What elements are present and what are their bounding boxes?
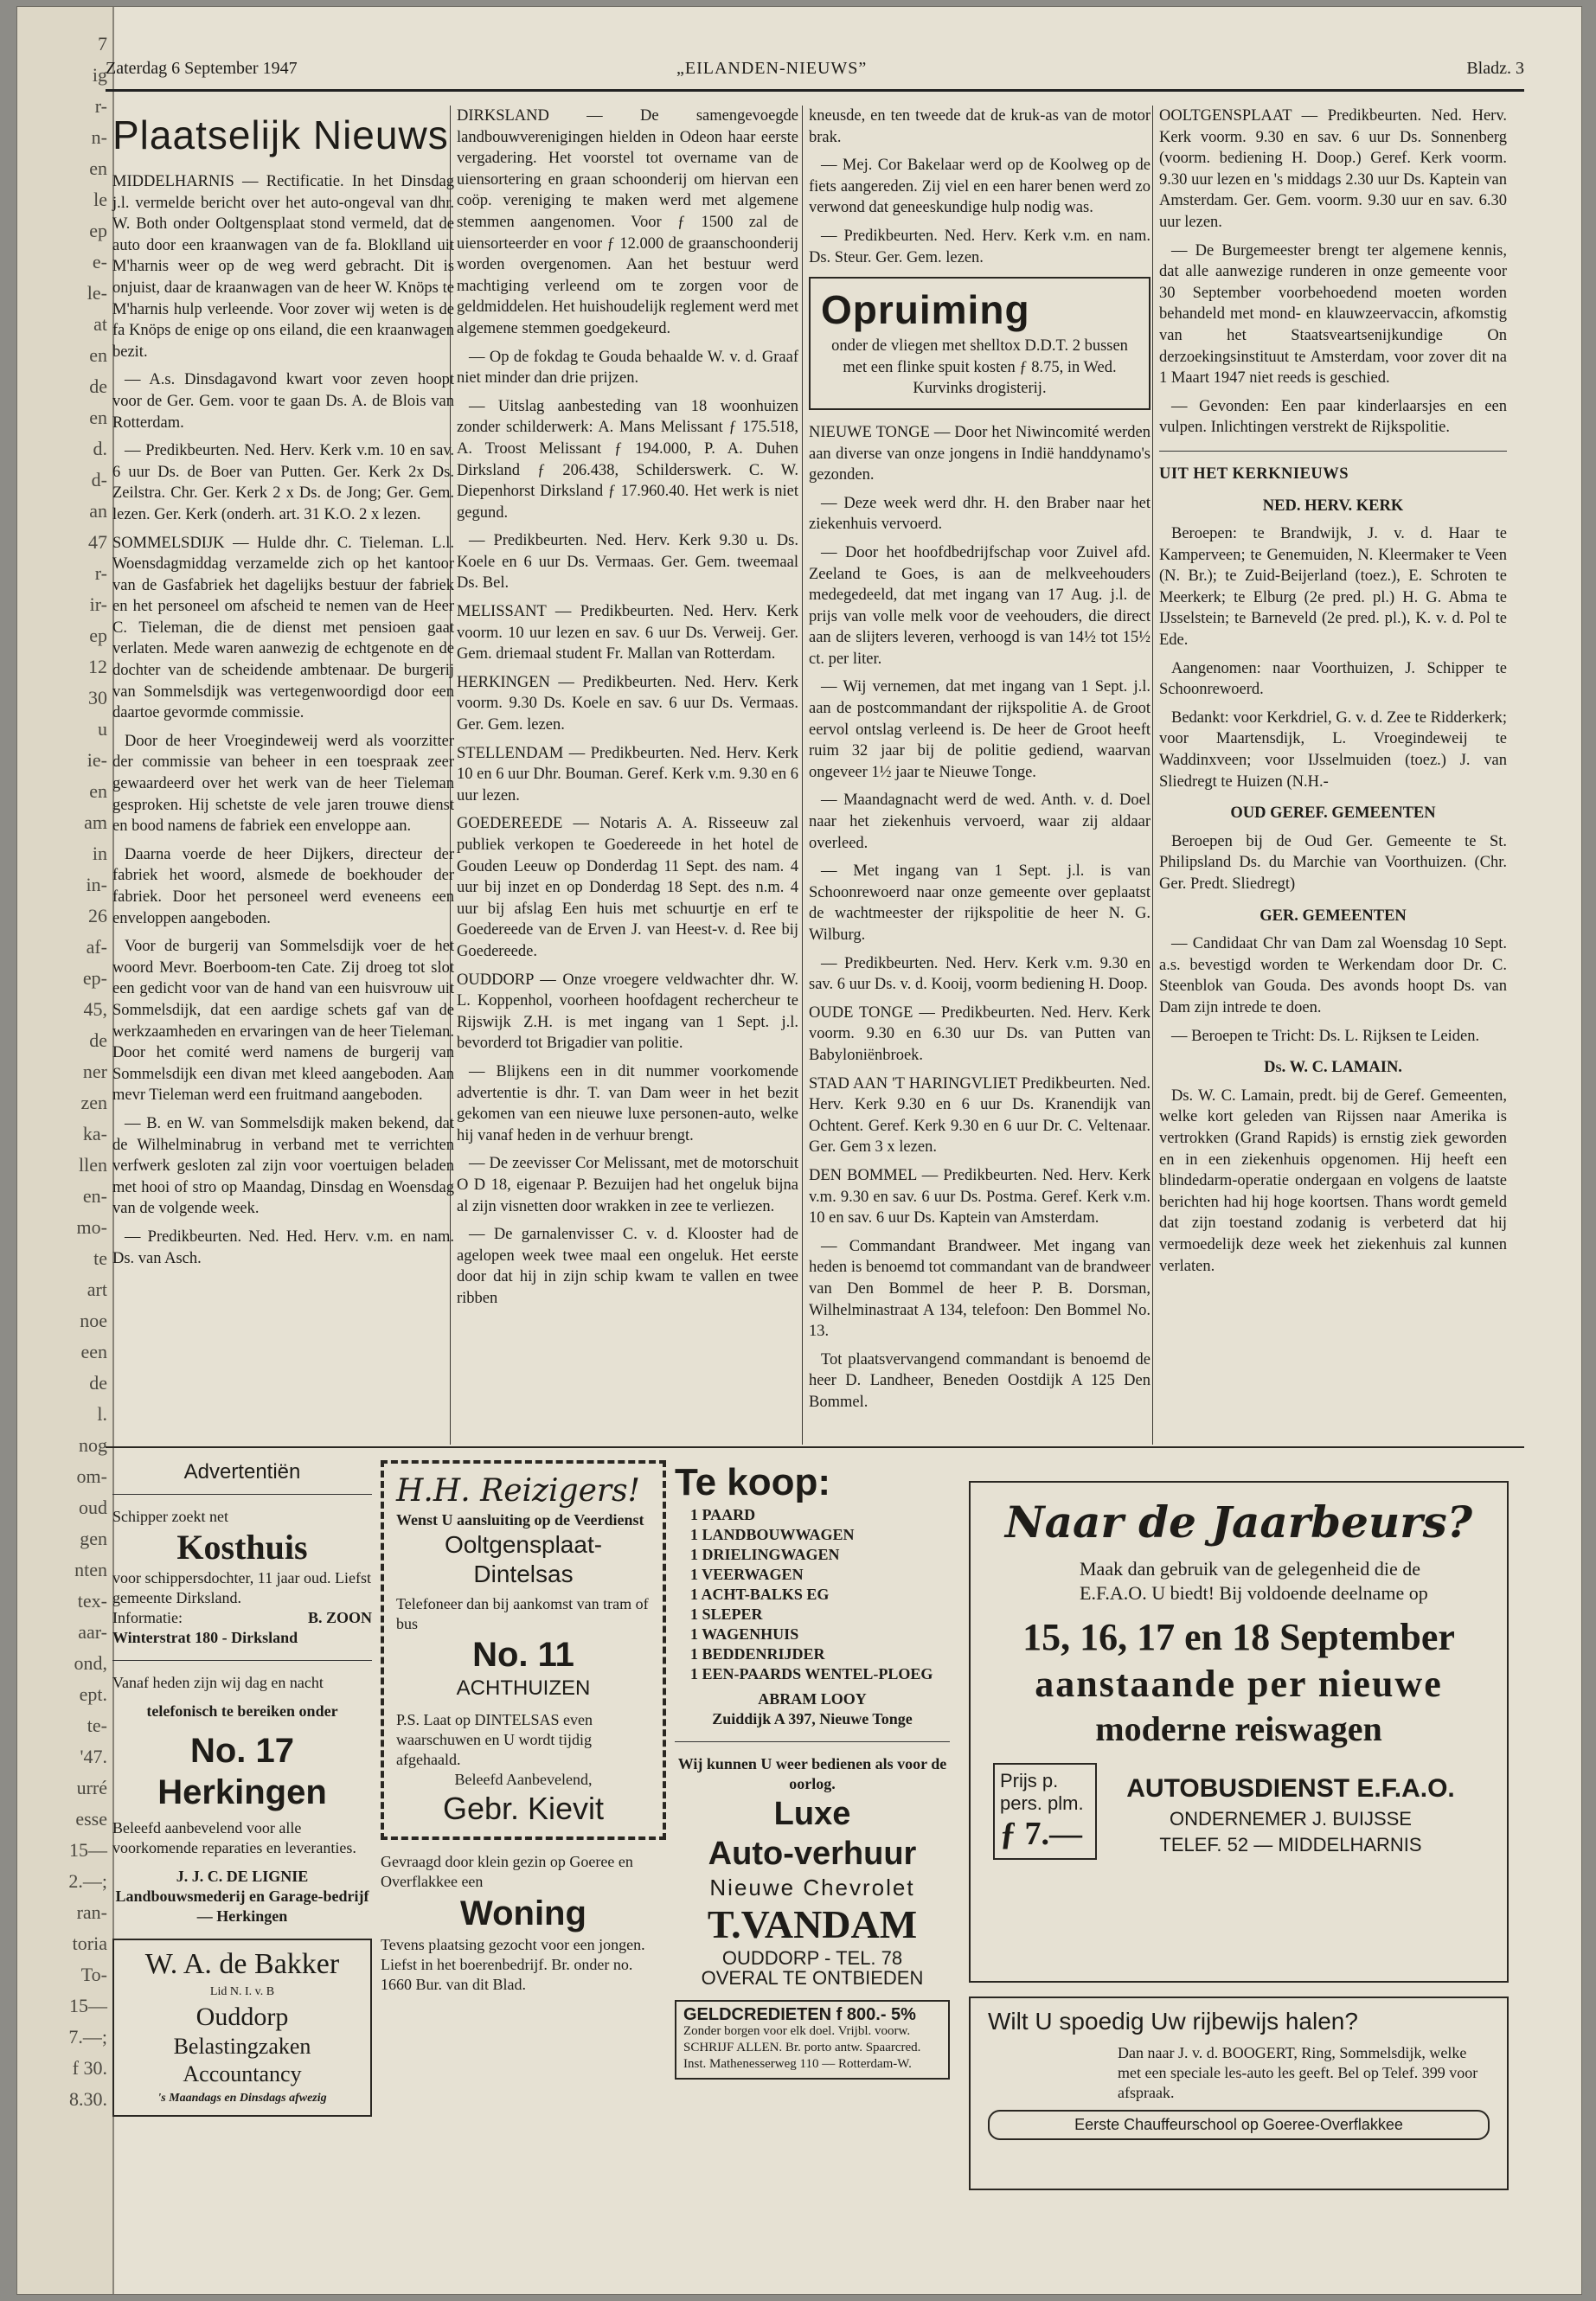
ad-text: ƒ 7.—: [1000, 1816, 1082, 1852]
prev-page-fragment: de: [89, 375, 107, 397]
prev-page-fragment: '47.: [80, 1746, 107, 1767]
article-stellendam: STELLENDAM — Predikbeurten. Ned. Herv. Kerk 10 en 6 uur Dhr. Bouman. Geref. Kerk v.m. 9.30 en 6 uur lezen.: [457, 744, 798, 804]
prev-page-fragment: an: [89, 500, 107, 522]
ad-list-item: 1 LANDBOUWWAGEN: [690, 1526, 855, 1543]
opruiming-text: onder de vliegen met shelltox D.D.T. 2 bussen met een flinke spuit kosten ƒ 8.75, in Wed. Kurvinks drogisterij.: [831, 337, 1128, 398]
article-den-bommel: DEN BOMMEL — Predikbeurten. Ned. Herv. Kerk v.m. 9.30 en sav. 6 uur Ds. Postma. Geref. Kerk v.m. 10 en sav. 6 uur Ds. Kaptein van Amsterdam.: [809, 1166, 1151, 1227]
column-divider: [1152, 106, 1153, 1445]
masthead-page: Bladz. 3: [1466, 59, 1524, 78]
article-paragraph: — Gevonden: Een paar kinderlaarsjes en een vulpen. Inlichtingen verstrekt de Rijkspolitie.: [1159, 397, 1507, 437]
prev-page-fragment: noe: [80, 1310, 107, 1331]
prev-page-fragment: 26: [88, 905, 107, 926]
article-paragraph: Aangenomen: naar Voorthuizen, J. Schipper te Schoonrewoerd.: [1159, 659, 1507, 699]
prev-page-fragment: ep: [89, 625, 107, 646]
separator: [112, 1494, 372, 1495]
prev-page-fragment: e-: [92, 251, 107, 272]
ad-list-item: 1 EEN-PAARDS WENTEL-PLOEG: [690, 1665, 933, 1682]
article-paragraph: — Predikbeurten. Ned. Herv. Kerk v.m. en nam. Ds. Steur. Ger. Gem. lezen.: [809, 227, 1151, 266]
prev-page-fragment: 15—: [69, 1839, 107, 1861]
prev-page-fragment: nten: [74, 1559, 107, 1580]
prev-page-fragment: r-: [94, 95, 107, 117]
article-herkingen: HERKINGEN — Predikbeurten. Ned. Herv. Kerk voorm. 9.30 Ds. Koele en sav. 6 uur Ds. Vermaas. Ger. Gem. lezen.: [457, 673, 798, 734]
ad-text: H.H. Reizigers!: [396, 1473, 641, 1509]
ad-woning: Woning: [460, 1894, 586, 1932]
prev-page-fragment: am: [84, 811, 107, 833]
masthead-paper: „EILANDEN-NIEUWS”: [676, 59, 868, 78]
article-paragraph: — De Burgemeester brengt ter algemene kennis, dat alle aanwezige runderen in onze gemeente voor 30 September voorbehoedend moeten worden behandeld met mond- en klauwzeervaccin, afkomstig van het Staatsveartsenijkundige On derzoekingsinstituut te Amsterdam, voor zover dit na 1 Maart 1947 niet reeds is geschied.: [1159, 241, 1507, 388]
ad-text: Belastingzaken: [173, 2034, 311, 2059]
prev-page-fragment: 12: [88, 656, 107, 677]
ad-text: 15, 16, 17 en 18 September: [1022, 1616, 1455, 1658]
prev-page-fragment: toria: [72, 1932, 107, 1954]
prev-page-fragment: gen: [80, 1528, 107, 1549]
article-melissant: MELISSANT — Predikbeurten. Ned. Herv. Kerk voorm. 10 uur lezen en sav. 6 uur Ds. Verweij. Ger. Gem. driemaal student Fr. Mallan van Rotterdam.: [457, 603, 798, 663]
prev-page-fragment: llen: [79, 1154, 107, 1176]
ad-list-item: 1 PAARD: [690, 1506, 756, 1523]
ad-text: OVERAL TE ONTBIEDEN: [701, 1967, 924, 1989]
ad-jaarbeurs-heading: Naar de Jaarbeurs?: [1004, 1497, 1473, 1548]
prev-page-fragment: ie-: [87, 749, 107, 771]
prev-page-fragment: en: [89, 780, 107, 802]
prev-page-fragment: een: [80, 1341, 107, 1362]
article-paragraph: — Candidaat Chr van Dam zal Woensdag 10 Sept. a.s. bevestigd worden te Werkendam door Dr. C. Steenblok van Gouda. Des avonds hoopt Ds. van Dam zijn intrede te doen.: [1159, 935, 1507, 1016]
ad-text: Eerste Chauffeurschool op Goeree-Overflakkee: [988, 2110, 1490, 2140]
article-paragraph: Voor de burgerij van Sommelsdijk voer de het woord Mevr. Boerboom-ten Cate. Zij droeg tot slot een gedicht voor van de hand van een huisvrouw uit Sommelsdijk, dat een aardige schets gaf van de werkzaamheden en ervaringen van de heer Tieleman. Door het comité werd namens de burgerij van Sommelsdijk een divan met kleed aangeboden. Aan mevr Tieleman werd een fruitmand aangeboden.: [112, 938, 454, 1105]
column-4: [1159, 106, 1507, 1284]
ad-text: Zuiddijk A 397, Nieuwe Tonge: [712, 1710, 913, 1727]
article-paragraph: — B. en W. van Sommelsdijk maken bekend, dat de Wilhelminabrug in verband met te verrichten verfwerk gesloten zal zijn voor voertuigen beladen met hooi of stro op Maandag, Dinsdag en Woensdag van de volgende week.: [112, 1114, 454, 1218]
prev-page-fragment: u: [98, 718, 107, 740]
ad-te-koop: Te koop:: [675, 1461, 831, 1503]
article-paragraph: — Mej. Cor Bakelaar werd op de Koolweg op de fiets aangereden. Zij viel en een harer benen werd zo verwond dat geneeskundige hulp nodig was.: [809, 157, 1151, 217]
ad-text: moderne reiswagen: [1095, 1709, 1382, 1748]
ad-text: Ouddorp: [195, 2003, 289, 2031]
prev-page-fragment: en-: [82, 1185, 107, 1207]
article-paragraph: — Wij vernemen, dat met ingang van 1 Sept. j.l. aan de postcommandant der rijkspolitie A. de Groot eervol ontslag verleend is. De heer de Groot heeft ruim 32 jaar bij de politie gediend, waarvan ongeveer 1½ jaar te Nieuwe Tonge.: [809, 678, 1151, 781]
prev-page-fragment: en: [89, 407, 107, 428]
prev-page-fragment: af-: [86, 936, 107, 958]
prev-page-fragment: ep-: [82, 967, 107, 989]
ad-text: Winterstrat 180 - Dirksland: [112, 1629, 298, 1646]
article-ouddorp: OUDDORP — Onze vroegere veldwachter dhr. W. L. Koppenhol, voorheen hoofdagent rechercheur te Rijswijk Z.H. is met ingang van 1 Sept. j.l. bevorderd tot Brigadier van politie.: [457, 971, 798, 1053]
article-paragraph: — Commandant Brandweer. Met ingang van heden is benoemd tot commandant van de brandweer van Den Bommel de heer P. B. Dorsman, Wilhelminastraat A 134, telefoon: Den Bommel No. 13.: [809, 1237, 1151, 1341]
prev-page-fragment: 7: [98, 33, 107, 54]
opruiming-ad: [809, 277, 1151, 410]
prev-page-fragment: To-: [80, 1964, 107, 1985]
ad-list-item: 1 ACHT-BALKS EG: [690, 1586, 830, 1603]
separator: [675, 1741, 950, 1742]
column-1: [112, 106, 454, 1276]
ad-text: ABRAM LOOY: [758, 1690, 867, 1708]
prev-page-fragment: l.: [97, 1403, 107, 1425]
article-dirksland: DIRKSLAND — De samengevoegde landbouwverenigingen hielden in Odeon haar eerste vergadering. Het voorstel tot overname van de uiensortering en graan schoonderij om hiervan een coöp. vereniging te maken werd met algemene stemmen aangenomen. Voor ƒ 1500 zal de uiensorteerder en voor ƒ 12.000 de graanschoonderij worden overgenomen. Aan het bestuur werd machtiging verleend om te zorgen voor de geldmiddelen. Het huishoudelijk reglement werd met algemene stemmen goedgekeurd.: [457, 107, 798, 337]
prev-page-fragment: le: [93, 189, 107, 210]
ad-list-item: 1 DRIELINGWAGEN: [690, 1546, 840, 1563]
ad-text: Accountancy: [183, 2061, 302, 2086]
ad-text: Beleefd Aanbevelend,: [454, 1771, 593, 1788]
ad-list-item: 1 BEDDENRIJDER: [690, 1645, 825, 1663]
article-middelharnis: MIDDELHARNIS — Rectificatie. In het Dinsdag j.l. vermelde bericht over het auto-ongeval van dhr. W. Both onder Ooltgensplaat stond vermeld, dat de auto door een kraanwagen van de fa. Bloklland uit M'harnis weer op de weg werd gebracht. Dit is onjuist, daar de kraanwagen van de heer W. Knöps te M'harnis hulp verleende. Voor zover wij weten is de fa Knöps de enige op ons eiland, die een kraanwagen bezit.: [112, 173, 454, 361]
separator: [112, 1660, 372, 1661]
ad-text: Wilt U spoedig Uw rijbewijs halen?: [988, 2008, 1358, 2035]
article-paragraph: Beroepen: te Brandwijk, J. v. d. Haar te Kamperveen; te Genemuiden, N. Kleermaker te Veen (N. Br.); te Zuid-Beijerland (toez.), E. Schroten te Meerkerk; te Elburg (2e pred. pl.) H. G. Abma te IJsselstein; te Barneveld (2e pred. pl.), K. v. d. Pol te Ede.: [1159, 525, 1507, 650]
article-paragraph: Bedankt: voor Kerkdriel, G. v. d. Zee te Ridderkerk; voor Maartensdijk, L. Vroegindeweij te Waddinxveen; voor IJsselmuiden (toez.) J. van Sliedregt te Huizen (N.H.-: [1159, 708, 1507, 791]
prev-page-fragment: en: [89, 157, 107, 179]
article-nieuwe-tonge: NIEUWE TONGE — Door het Niwincomité werden aan diverse van onze jongens in Indië handdynamo's gezonden.: [809, 423, 1151, 484]
ad-text: Schipper zoekt net: [112, 1508, 228, 1525]
prev-page-fragment: in-: [86, 874, 107, 895]
prev-page-fragment: zen: [80, 1092, 107, 1113]
article-ooltgensplaat: OOLTGENSPLAAT — Predikbeurten. Ned. Herv. Kerk voorm. 9.30 en sav. 6 uur Ds. Sonnenberg (voorm. bediening H. Doop.) Geref. Kerk voorm. 9.30 uur lezen en 's middags 2.30 uur Ds. Kaptein van Amsterdam. Ger. Gem. voorm. 9.30 uur en sav. 6.30 uur lezen.: [1159, 107, 1507, 231]
article-paragraph: Beroepen bij de Oud Ger. Gemeente te St. Philipsland Ds. du Marchie van Voorthuizen. (Chr. Ger. Predt. Sliedregt): [1159, 832, 1507, 893]
prev-page-fragment: 15—: [69, 1995, 107, 2016]
ads-divider: [106, 1446, 1524, 1448]
prev-page-fragment: r-: [94, 562, 107, 584]
article-paragraph: — Predikbeurten. Ned. Herv. Kerk v.m. 10 en sav. 6 uur Ds. de Boer van Putten. Ger. Kerk 2x Ds. Zeilstra. Chr. Ger. Kerk 2 x Ds. de Jong; Ger. Gem. lezen. Ger. Kerk (onderh. art. 31 K.O. 2 x lezen.: [112, 442, 454, 523]
ad-text: J. J. C. DE LIGNIE: [176, 1868, 309, 1885]
article-paragraph: — Deze week werd dhr. H. den Braber naar het ziekenhuis vervoerd.: [809, 494, 1151, 534]
article-paragraph: — Predikbeurten. Ned. Herv. Kerk 9.30 u. Ds. Koele en 6 uur Ds. Vermaas. Ger. Gem. tweemaal Ds. Bel.: [457, 532, 798, 593]
ad-text: Lid N. I. v. B: [209, 1985, 275, 1998]
ad-text: Prijs p. pers. plm.: [1000, 1770, 1084, 1814]
ad-bakker: [112, 1939, 372, 2117]
prev-page-fragment: 7.—;: [68, 2026, 107, 2048]
ad-text: Maak dan gebruik van de gelegenheid die de E.F.A.O. U biedt! Bij voldoende deelname op: [1080, 1558, 1428, 1604]
article-paragraph: — Door het hoofdbedrijfschap voor Zuivel afd. Zeeland te Goes, is aan de melkveehouders medegedeeld, dat met ingang van 17 Aug. j.l. de prijs van volle melk voor de veehouders, die direct aan de slijters leveren, verhoogd is van 14½ tot 15½ ct. per liter.: [809, 543, 1151, 668]
subheading: GER. GEMEENTEN: [1259, 907, 1407, 925]
ad-text: GELDCREDIETEN f 800.- 5%: [683, 2005, 916, 2024]
ad-geldcredieten: [675, 2000, 950, 2080]
prev-page-fragment: de: [89, 1372, 107, 1394]
ad-text: Dan naar J. v. d. BOOGERT, Ring, Sommelsdijk, welke met een speciale les-auto les geeft. Bel op Telef. 399 voor afspraak.: [1118, 2044, 1478, 2101]
ads-column-a: [112, 1457, 372, 2117]
ad-text: aanstaande per nieuwe: [1035, 1663, 1443, 1705]
prev-page-fragment: ep: [89, 220, 107, 241]
column-divider: [802, 106, 803, 1445]
ad-text: Gevraagd door klein gezin op Goeree en Overflakkee een: [381, 1853, 633, 1890]
ad-row: [112, 1608, 372, 1628]
prev-page-fragment: ka-: [82, 1123, 107, 1144]
prev-page-fragment: oud: [79, 1497, 107, 1518]
subheading: NED. HERV. KERK: [1262, 497, 1404, 515]
ad-kosthuis: Kosthuis: [176, 1528, 308, 1567]
ad-text: Tevens plaatsing gezocht voor een jongen. Liefst in het boerenbedrijf. Br. onder no. 1660 Bur. van dit Blad.: [381, 1936, 645, 1993]
prev-page-fragment: ig: [92, 64, 107, 86]
article-paragraph: — Predikbeurten. Ned. Hed. Herv. v.m. en nam. Ds. van Asch.: [112, 1227, 454, 1267]
opruiming-heading: Opruiming: [821, 287, 1030, 333]
ad-text: Vanaf heden zijn wij dag en nacht: [112, 1674, 324, 1691]
prev-page-fragment: f 30.: [72, 2057, 107, 2079]
prev-page-fragment: om-: [76, 1465, 107, 1487]
article-paragraph: — Op de fokdag te Gouda behaalde W. v. d. Graaf niet minder dan drie prijzen.: [457, 348, 798, 388]
ad-text: telefonisch te bereiken onder: [146, 1702, 338, 1720]
article-sommelsdijk: SOMMELSDIJK — Hulde dhr. C. Tieleman. L.l. Woensdagmiddag verzamelde zich op het kantoor van de Gasfabriek het dagelijks bestuur der fabriek en het personeel om afscheid te nemen van de Heer C. Tieleman, die de dienst met pensioen gaat verlaten. Mede waren aanwezig de echtgenote en de dochter van de scheidende ambtenaar. De burgerij van Sommelsdijk was vertegenwoordigd door een daartoe gevormde commissie.: [112, 534, 454, 722]
subheading: OUD GEREF. GEMEENTEN: [1230, 804, 1436, 823]
prev-page-fragment: ner: [82, 1061, 107, 1082]
prev-page-fragment: 30: [88, 687, 107, 708]
ad-row: [993, 1763, 1484, 1860]
separator: [1159, 451, 1507, 452]
section-heading: Plaatselijk Nieuws: [112, 112, 449, 157]
column-2: [457, 106, 798, 1316]
ad-text: ACHTHUIZEN: [456, 1676, 591, 1700]
prev-page-fragment: mo-: [76, 1216, 107, 1238]
ad-list-item: 1 WAGENHUIS: [690, 1625, 799, 1643]
ad-prijs: [993, 1763, 1097, 1860]
prev-page-fragment: ran-: [76, 1901, 107, 1923]
prev-page-fragment: 47: [88, 531, 107, 553]
ad-text: P.S. Laat op DINTELSAS even waarschuwen en U wordt tijdig afgehaald.: [396, 1711, 593, 1768]
article-oude-tonge: OUDE TONGE — Predikbeurten. Ned. Herv. Kerk voorm. 9.30 en 6.30 uur Ds. van Putten van Babyloniënbroek.: [809, 1003, 1151, 1064]
prev-page-fragment: te: [93, 1247, 107, 1269]
article-paragraph: kneusde, en ten tweede dat de kruk-as van de motor brak.: [809, 107, 1151, 146]
previous-page-edge: [17, 7, 114, 2294]
prev-page-fragment: en: [89, 344, 107, 366]
ad-rijbewijs: [969, 1997, 1509, 2190]
ad-no11: No. 11: [472, 1636, 574, 1674]
article-goedereede: GOEDEREEDE — Notaris A. A. Risseeuw zal publiek verkopen te Goedereede in het hotel de Gouden Leeuw op Donderdag 11 Sept. des nam. 4 uur bij inzet en op Donderdag 18 Sept. des n.m. 4 uur bij afslag Een huis met schuurtje en erf te Goedereede van de Erven J. van Heest-v. d. Ree bij Goedereede.: [457, 815, 798, 960]
article-stad-aan-t-haringvliet: STAD AAN 'T HARINGVLIET Predikbeurten. Ned. Herv. Kerk 9.30 en 6 uur Ds. Kranendijk van Ochtent. Geref. Kerk 9.30 en 6 uur Dr. C. Veltenaar. Ger. Gem 3 x lezen.: [809, 1074, 1151, 1157]
ad-reizigers: [381, 1460, 666, 1840]
prev-page-fragment: aar-: [78, 1621, 107, 1643]
ad-text: Wij kunnen U weer bedienen als voor de oorlog.: [677, 1755, 947, 1792]
prev-page-fragment: at: [93, 313, 107, 335]
ad-text: Wenst U aansluiting op de Veerdienst: [396, 1511, 644, 1529]
masthead: [106, 50, 1524, 92]
article-paragraph: — De garnalenvisser C. v. d. Klooster had de agelopen week twee maal een ongeluk. Het eerste door dat hij in zijn schip kwam te vallen en twee ribben: [457, 1226, 798, 1307]
ad-kievit: Gebr. Kievit: [442, 1791, 605, 1826]
article-paragraph: Ds. W. C. Lamain, predt. bij de Geref. Gemeenten, welke kort geleden van Rijssen naar Amerika is vertrokken (Grand Rapids) is ernstig ziek geworden en in een ziekenhuis opgenomen. Hij heeft een blindedarm-operatie ondergaan en volgens de laatste berichten had hij hoge koortsen. Thans wordt gemeld dat zijn toestand zodanig is verbeterd dat hij vermoedelijk deze week het ziekenhuis zal kunnen verlaten.: [1159, 1086, 1507, 1275]
column-3: [809, 106, 1151, 1420]
prev-page-fragment: in: [92, 843, 107, 864]
ad-luxe: Luxe: [773, 1796, 851, 1832]
prev-page-fragment: de: [89, 1029, 107, 1051]
ad-text: Informatie:: [112, 1609, 183, 1626]
article-paragraph: — Blijkens een in dit nummer voorkomende advertentie is dhr. T. van Dam weer in het bezit gekomen van een nieuwe luxe personen-auto, welke hij vanaf heden in de verhuur brengt.: [457, 1062, 798, 1144]
ad-jaarbeurs: [969, 1481, 1509, 1983]
subheading: Ds. W. C. LAMAIN.: [1264, 1059, 1402, 1077]
article-paragraph: Door de heer Vroegindeweij werd als voorzitter der commissie van beheer in een toespraak zeer gewaardeerd over het werk van de heer Tieleman gesproken. Hij schetste de vele jaren trouwe dienst en bood namens de fabriek een enveloppe aan.: [112, 732, 454, 836]
ad-text: 's Maandags en Dinsdags afwezig: [157, 2092, 327, 2105]
ad-text: Telefoneer dan bij aankomst van tram of bus: [396, 1595, 649, 1632]
article-paragraph: Daarna voerde de heer Dijkers, directeur der fabriek het woord, alsmede de boekhouder der fabriek. Door het personeel werd eveneens een enveloppen aangeboden.: [112, 845, 454, 927]
ad-text: W. A. de Bakker: [144, 1948, 340, 1980]
prev-page-fragment: art: [87, 1279, 107, 1300]
article-paragraph: — A.s. Dinsdagavond kwart voor zeven hoopt voor de Ger. Gem. voor te gaan Ds. A. de Blois van Rotterdam.: [112, 371, 454, 432]
ad-te-koop-list: [675, 1505, 950, 1684]
prev-page-fragment: nog: [79, 1434, 107, 1456]
prev-page-fragment: ir-: [89, 593, 107, 615]
article-paragraph: — Uitslag aanbesteding van 18 woonhuizen zonder schilderwerk: A. Mans Melissant ƒ 175.518, A. Troost Melissant ƒ 194.000, P. A. Duhen Dirksland ƒ 206.438, Schilderswerk. C. W. Diepenhorst Dirksland ƒ 17.960.40. Het werk is niet gegund.: [457, 397, 798, 522]
advertenties-heading: Advertentiën: [183, 1460, 301, 1484]
article-paragraph: — Maandagnacht werd de wed. Anth. v. d. Doel naar het ziekenhuis vervoerd, waar zij aldaar overleed.: [809, 792, 1151, 852]
ads-column-b: [381, 1460, 666, 1995]
ad-efao: [1097, 1763, 1484, 1858]
article-paragraph: — Met ingang van 1 Sept. j.l. is van Schoonrewoerd naar onze gemeente over geplaatst de wachtmeester der rijkspolitie de heer N. G. Wilburg.: [809, 862, 1151, 944]
ad-text: ONDERNEMER J. BUIJSSE: [1170, 1808, 1412, 1830]
kerknieuws-heading: UIT HET KERKNIEUWS: [1159, 465, 1349, 483]
ad-text: Landbouwsmederij en Garage-bedrijf — Herkingen: [115, 1888, 369, 1925]
prev-page-fragment: tex-: [77, 1590, 107, 1612]
ad-text: B. ZOON: [307, 1609, 372, 1626]
prev-page-fragment: 45,: [83, 998, 107, 1020]
ad-text: AUTOBUSDIENST E.F.A.O.: [1126, 1774, 1455, 1803]
prev-page-fragment: d.: [93, 438, 107, 459]
article-paragraph: — Beroepen te Tricht: Ds. L. Rijksen te Leiden.: [1171, 1027, 1480, 1045]
ad-vandam: T.VANDAM: [707, 1902, 918, 1946]
ad-list-item: 1 VEERWAGEN: [690, 1566, 804, 1583]
ad-list-item: 1 SLEPER: [690, 1606, 763, 1623]
ad-herkingen: Herkingen: [157, 1773, 327, 1811]
ad-text: TELEF. 52 — MIDDELHARNIS: [1159, 1834, 1422, 1856]
prev-page-fragment: esse: [75, 1808, 107, 1830]
ad-text: voor schippersdochter, 11 jaar oud. Liefst gemeente Dirksland.: [112, 1569, 372, 1606]
prev-page-fragment: te-: [87, 1715, 107, 1736]
ad-text: Zonder borgen voor elk doel. Vrijbl. voorw. SCHRIJF ALLEN. Br. porto antw. Spaarcred. Inst. Mathenesserweg 110 — Rotterdam-W.: [683, 2024, 921, 2071]
ad-text: OUDDORP - TEL. 78: [721, 1947, 903, 1969]
prev-page-fragment: ond,: [74, 1652, 107, 1674]
ad-no17: No. 17: [189, 1732, 295, 1770]
prev-page-fragment: 2.—;: [68, 1870, 107, 1892]
ad-text: Beleefd aanbevelend voor alle voorkomende reparaties en leveranties.: [112, 1819, 356, 1856]
article-paragraph: — De zeevisser Cor Melissant, met de motorschuit O D 18, eigenaar P. Bezuijen had het ongeluk bijna al zijn visnetten door wrakken in zee te verliezen.: [457, 1155, 798, 1215]
prev-page-fragment: le-: [87, 282, 107, 304]
masthead-date: Zaterdag 6 September 1947: [106, 59, 298, 78]
prev-page-fragment: 8.30.: [69, 2088, 107, 2110]
article-paragraph: — Predikbeurten. Ned. Herv. Kerk v.m. 9.30 en sav. 6 uur Ds. v. d. Kooij, voorm bediening H. Doop.: [809, 954, 1151, 994]
ad-autoverhuur: Auto-verhuur: [708, 1836, 917, 1872]
ad-text: Ooltgensplaat-Dintelsas: [444, 1531, 603, 1587]
ads-column-c: [675, 1460, 950, 2080]
prev-page-fragment: d-: [91, 469, 107, 490]
article-paragraph: Tot plaatsvervangend commandant is benoemd de heer D. Landheer, Beneden Oostdijk A 125 Den Bommel.: [809, 1350, 1151, 1411]
prev-page-fragment: urré: [76, 1777, 107, 1798]
prev-page-fragment: n-: [91, 126, 107, 148]
prev-page-fragment: ept.: [79, 1683, 107, 1705]
ad-text: Nieuwe Chevrolet: [709, 1875, 915, 1900]
